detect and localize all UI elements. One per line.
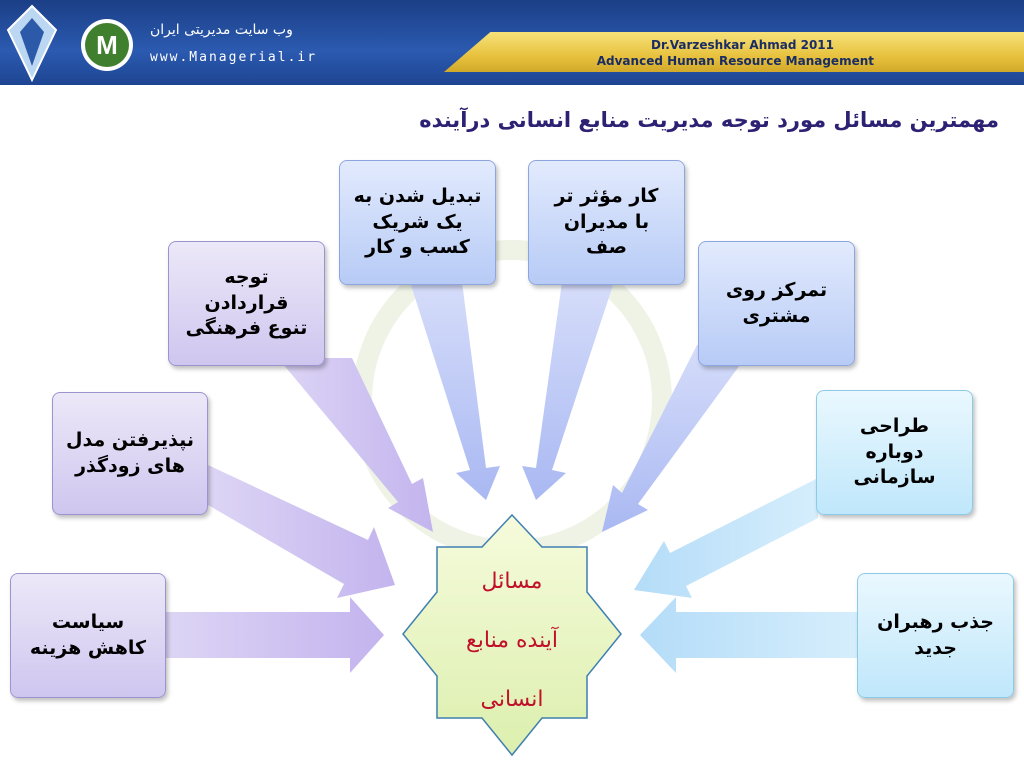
box-business-partner (339, 160, 496, 285)
arrow-diversity (278, 358, 433, 532)
box-line: تنوع فرهنگی (185, 317, 308, 340)
svg-text:M: M (96, 30, 118, 60)
box-line: توجه (224, 266, 269, 289)
box-line: کار مؤثر تر (554, 185, 659, 208)
box-line: تبدیل شدن به (353, 185, 482, 208)
box-organizational-redesign (816, 390, 973, 515)
box-transient-models (52, 392, 208, 515)
center-line: انسانی (480, 687, 544, 712)
box-line: مشتری (742, 304, 811, 327)
slide-title: مهمترین مسائل مورد توجه مدیریت منابع انسانی درآینده (419, 108, 999, 132)
arrow-models (208, 465, 395, 598)
arrow-redesign (634, 478, 818, 598)
arrow-line-managers (522, 282, 614, 500)
box-line: کسب و کار (365, 236, 470, 259)
box-cultural-diversity (168, 241, 325, 366)
box-customer-focus (698, 241, 855, 366)
box-line: دوباره (865, 440, 924, 463)
center-line: آینده منابع (466, 628, 558, 653)
arrow-customer (602, 345, 745, 532)
box-line: تمرکز روی (725, 278, 828, 301)
box-new-leaders (857, 573, 1014, 698)
box-line: قراردادن (204, 291, 289, 314)
box-line: سازمانی (853, 466, 936, 489)
box-line-managers (528, 160, 685, 285)
center-label (416, 552, 608, 729)
arrow-partner (410, 282, 500, 500)
arrow-leaders (640, 597, 858, 673)
box-line: نپذیرفتن مدل (66, 428, 194, 451)
box-line: جذب رهبران (877, 610, 994, 633)
box-line: کاهش هزینه (29, 636, 147, 659)
box-line: جدید (914, 636, 957, 659)
center-line: مسائل (481, 569, 543, 594)
box-line: طراحی (859, 415, 930, 438)
credit-line-2: Advanced Human Resource Management (596, 54, 874, 68)
box-line: یک شریک (372, 210, 463, 233)
box-cost-policy (10, 573, 166, 698)
credit-line-1: Dr.Varzeshkar Ahmad 2011 (651, 38, 834, 52)
box-line: صف (586, 236, 627, 259)
site-name: وب سایت مدیریتی ایران (150, 22, 293, 38)
box-line: سیاست (51, 610, 125, 633)
box-line: با مدیران (563, 210, 650, 233)
box-line: های زودگذر (75, 454, 185, 477)
site-url[interactable]: www.Managerial.ir (150, 50, 318, 65)
arrow-cost (165, 597, 384, 673)
